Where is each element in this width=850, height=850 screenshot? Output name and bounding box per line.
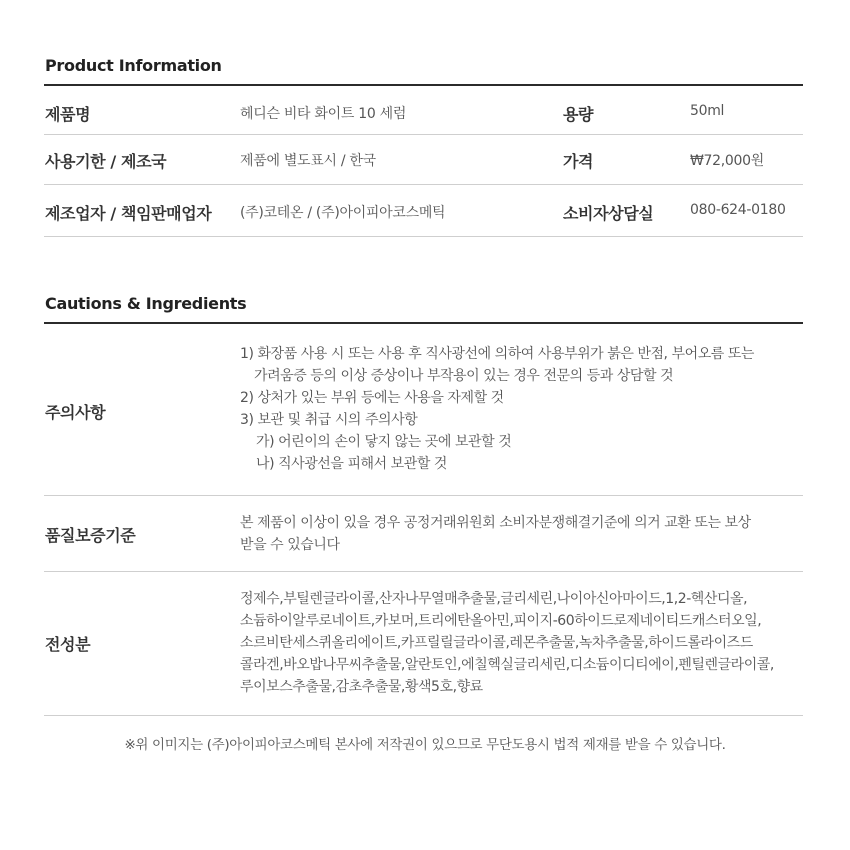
value-expiry-country: 제품에 별도표시 / 한국 xyxy=(240,153,376,169)
caution-line: 3) 보관 및 취급 시의 주의사항 xyxy=(240,412,418,428)
quality-line: 받을 수 있습니다 xyxy=(240,537,340,553)
caution-line: 1) 화장품 사용 시 또는 사용 후 직사광선에 의하여 사용부위가 붉은 반점, 부어오름 또는 xyxy=(240,346,754,362)
label-expiry-country: 사용기한 / 제조국 xyxy=(45,152,167,171)
label-product-name: 제품명 xyxy=(45,105,91,124)
product-info-top-rule xyxy=(44,84,803,86)
ingredient-line: 소듐하이알루로네이트,카보머,트리에탄올아민,피이지-60하이드로제네이티드캐스터오일, xyxy=(240,613,762,629)
row-divider xyxy=(44,134,803,135)
label-price: 가격 xyxy=(563,152,594,171)
cautions-title: Cautions & Ingredients xyxy=(45,294,247,313)
label-ingredients: 전성분 xyxy=(45,635,91,654)
quality-line: 본 제품이 이상이 있을 경우 공정거래위원회 소비자분쟁해결기준에 의거 교환 또는 보상 xyxy=(240,515,751,531)
caution-line: 가려움증 등의 이상 증상이나 부작용이 있는 경우 전문의 등과 상담할 것 xyxy=(254,368,674,384)
ingredient-line: 루이보스추출물,감초추출물,황색5호,향료 xyxy=(240,679,483,695)
label-consumer-center: 소비자상담실 xyxy=(563,204,654,223)
label-quality-standard: 품질보증기준 xyxy=(45,526,136,545)
product-info-title: Product Information xyxy=(45,56,222,75)
value-volume: 50ml xyxy=(690,103,725,119)
caution-line: 2) 상처가 있는 부위 등에는 사용을 자제할 것 xyxy=(240,390,504,406)
ingredients-text xyxy=(240,588,810,698)
caution-line: 가) 어린이의 손이 닿지 않는 곳에 보관할 것 xyxy=(256,434,512,450)
cautions-text xyxy=(240,343,810,475)
row-divider xyxy=(44,184,803,185)
value-manufacturer: (주)코테온 / (주)아이피아코스메틱 xyxy=(240,205,446,221)
label-manufacturer: 제조업자 / 책임판매업자 xyxy=(45,204,212,223)
value-consumer-center: 080-624-0180 xyxy=(690,202,786,218)
copyright-note: ※위 이미지는 (주)아이피아코스메틱 본사에 저작권이 있으므로 무단도용시 법적 제재를 받을 수 있습니다. xyxy=(124,737,726,753)
quality-text xyxy=(240,512,810,556)
caution-line: 나) 직사광선을 피해서 보관할 것 xyxy=(256,456,447,472)
cautions-top-rule xyxy=(44,322,803,324)
value-product-name: 헤디슨 비타 화이트 10 세럼 xyxy=(240,106,407,122)
label-cautions: 주의사항 xyxy=(45,403,106,422)
ingredient-line: 소르비탄세스퀴올리에이트,카프릴릴글라이콜,레몬추출물,녹차추출물,하이드롤라이즈드 xyxy=(240,635,753,651)
section-bottom-rule xyxy=(44,715,803,716)
label-volume: 용량 xyxy=(563,105,594,124)
row-divider xyxy=(44,571,803,572)
row-divider xyxy=(44,236,803,237)
ingredient-line: 정제수,부틸렌글라이콜,산자나무열매추출물,글리세린,나이아신아마이드,1,2-헥산디올, xyxy=(240,591,748,607)
value-price: ₩72,000원 xyxy=(690,153,764,169)
ingredient-line: 콜라겐,바오밥나무씨추출물,알란토인,에칠헥실글리세린,디소듐이디티에이,펜틸렌글라이콜, xyxy=(240,657,774,673)
row-divider xyxy=(44,495,803,496)
